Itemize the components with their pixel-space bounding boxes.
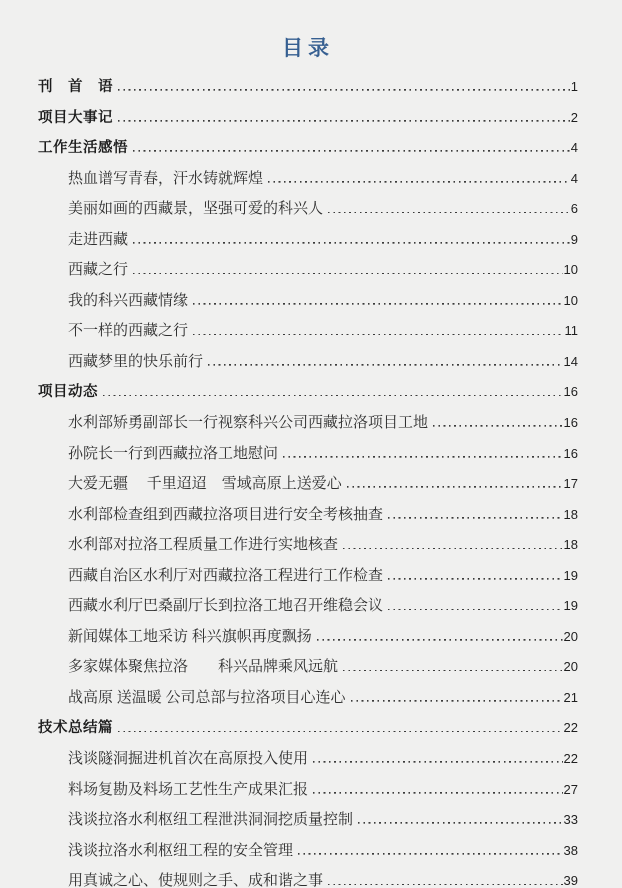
dot-leader xyxy=(283,456,563,458)
toc-entry-page: 4 xyxy=(570,170,578,186)
page-title: 目录 xyxy=(282,37,334,60)
toc-entry-title: 水利部对拉洛工程质量工作进行实地核查 xyxy=(68,537,339,554)
dot-leader xyxy=(298,853,563,855)
toc-entry[interactable] xyxy=(38,286,578,317)
toc-entry[interactable] xyxy=(38,652,578,683)
toc-entry-title: 浅谈拉洛水利枢纽工程泄洪洞洞挖质量控制 xyxy=(68,812,354,829)
toc-entry-title: 刊 首 语 xyxy=(38,79,113,95)
toc-entry[interactable] xyxy=(38,377,578,408)
dot-leader xyxy=(208,364,563,366)
dot-leader xyxy=(433,425,563,427)
toc-entry-title: 西藏水利厅巴桑副厅长到拉洛工地召开维稳会议 xyxy=(68,598,384,615)
toc-entry-title: 项目动态 xyxy=(38,384,98,401)
toc-entry-page: 10 xyxy=(563,262,578,278)
dot-leader xyxy=(103,394,563,396)
toc-entry-page: 14 xyxy=(563,353,578,369)
toc-entry-title: 多家媒体聚焦拉洛 科兴品牌乘风远航 xyxy=(68,659,339,676)
toc-entry-title: 浅谈隧洞掘进机首次在高原投入使用 xyxy=(68,751,309,768)
toc-entry-page: 4 xyxy=(570,140,578,156)
toc-entry-page: 38 xyxy=(563,842,578,858)
toc-entry-title: 浅谈拉洛水利枢纽工程的安全管理 xyxy=(68,842,294,859)
toc-entry-title: 西藏之行 xyxy=(68,262,129,279)
toc-entry-page: 20 xyxy=(563,628,578,644)
toc-entry[interactable] xyxy=(38,316,578,347)
toc-entry[interactable] xyxy=(38,805,578,836)
toc-entry-title: 料场复勘及料场工艺性生产成果汇报 xyxy=(68,781,309,798)
toc-entry[interactable] xyxy=(38,683,578,714)
toc-entry[interactable] xyxy=(38,408,578,439)
toc-entry-page: 16 xyxy=(563,445,578,461)
toc-entry-page: 2 xyxy=(570,109,578,125)
dot-leader xyxy=(118,730,563,732)
dot-leader xyxy=(328,883,563,885)
dot-leader xyxy=(118,120,570,122)
toc-entry-page: 11 xyxy=(564,323,578,339)
dot-leader xyxy=(328,211,570,213)
toc-entry-page: 39 xyxy=(563,873,578,888)
dot-leader xyxy=(133,150,570,152)
toc-entry-page: 17 xyxy=(563,476,578,492)
toc-entry[interactable] xyxy=(38,164,578,195)
toc-entry-page: 18 xyxy=(563,537,578,553)
toc-entry[interactable] xyxy=(38,439,578,470)
toc-entry-title: 热血谱写青春，汗水铸就辉煌 xyxy=(68,170,264,187)
dot-leader xyxy=(193,333,563,335)
dot-leader xyxy=(313,792,563,794)
toc-entry[interactable] xyxy=(38,103,578,134)
toc-entry-page: 1 xyxy=(570,79,578,94)
toc-entry-page: 19 xyxy=(563,567,578,583)
dot-leader xyxy=(388,517,563,519)
toc-entry[interactable] xyxy=(38,72,578,103)
toc-entry-title: 水利部检查组到西藏拉洛项目进行安全考核抽查 xyxy=(68,506,384,523)
toc-entry[interactable] xyxy=(38,133,578,164)
dot-leader xyxy=(388,578,563,580)
toc-entry-page: 9 xyxy=(570,231,578,247)
toc-entry-page: 20 xyxy=(563,659,578,675)
toc-entry-page: 16 xyxy=(563,384,578,400)
dot-leader xyxy=(351,700,563,702)
toc-entry-title: 西藏自治区水利厅对西藏拉洛工程进行工作检查 xyxy=(68,567,384,584)
toc-entry-title: 战高原 送温暖 公司总部与拉洛项目心连心 xyxy=(68,689,346,706)
toc-entry-page: 33 xyxy=(563,812,578,828)
toc-entry-title: 不一样的西藏之行 xyxy=(68,323,189,340)
toc-entry-page: 21 xyxy=(563,689,578,705)
toc-entry-title: 大爱无疆 千里迢迢 雪域高原上送爱心 xyxy=(68,476,342,493)
dot-leader xyxy=(313,761,563,763)
toc-entry[interactable] xyxy=(38,500,578,531)
toc-entry-title: 项目大事记 xyxy=(38,109,113,126)
toc-entry[interactable] xyxy=(38,530,578,561)
toc-entry-title: 水利部矫勇副部长一行视察科兴公司西藏拉洛项目工地 xyxy=(68,415,429,432)
toc-entry[interactable] xyxy=(38,225,578,256)
toc-entry[interactable] xyxy=(38,866,578,888)
toc-entry-title: 工作生活感悟 xyxy=(38,140,128,157)
toc-entry-page: 10 xyxy=(563,292,578,308)
toc-entry[interactable] xyxy=(38,622,578,653)
toc-entry-page: 16 xyxy=(563,415,578,431)
toc-list xyxy=(38,72,578,888)
dot-leader xyxy=(133,272,563,274)
dot-leader xyxy=(317,639,563,641)
toc-entry-title: 西藏梦里的快乐前行 xyxy=(68,353,204,370)
toc-entry-page: 18 xyxy=(563,506,578,522)
dot-leader xyxy=(268,181,570,183)
dot-leader xyxy=(133,242,570,244)
dot-leader xyxy=(388,608,563,610)
toc-entry[interactable] xyxy=(38,561,578,592)
toc-entry-title: 我的科兴西藏情缘 xyxy=(68,292,189,309)
toc-entry-title: 新闻媒体工地采访 科兴旗帜再度飘扬 xyxy=(68,628,312,645)
toc-entry[interactable] xyxy=(38,469,578,500)
toc-entry-page: 6 xyxy=(570,201,578,217)
toc-entry-page: 22 xyxy=(563,720,578,736)
toc-entry[interactable] xyxy=(38,194,578,225)
toc-entry-page: 27 xyxy=(563,781,578,797)
dot-leader xyxy=(343,547,563,549)
toc-entry-title: 孙院长一行到西藏拉洛工地慰问 xyxy=(68,445,279,462)
dot-leader xyxy=(193,303,563,305)
toc-entry[interactable] xyxy=(38,591,578,622)
dot-leader xyxy=(358,822,563,824)
toc-entry[interactable] xyxy=(38,775,578,806)
toc-entry[interactable] xyxy=(38,744,578,775)
dot-leader xyxy=(347,486,563,488)
toc-entry-page: 19 xyxy=(563,598,578,614)
dot-leader xyxy=(118,89,570,91)
toc-entry-title: 美丽如画的西藏景，坚强可爱的科兴人 xyxy=(68,201,324,218)
dot-leader xyxy=(343,669,563,671)
toc-entry-title: 走进西藏 xyxy=(68,231,129,248)
toc-entry[interactable] xyxy=(38,713,578,744)
toc-entry-title: 用真诚之心、使规则之手、成和谐之事 xyxy=(68,873,324,888)
toc-entry-page: 22 xyxy=(563,751,578,767)
toc-entry-title: 技术总结篇 xyxy=(38,720,113,737)
toc-entry[interactable] xyxy=(38,347,578,378)
toc-entry[interactable] xyxy=(38,836,578,867)
toc-entry[interactable] xyxy=(38,255,578,286)
